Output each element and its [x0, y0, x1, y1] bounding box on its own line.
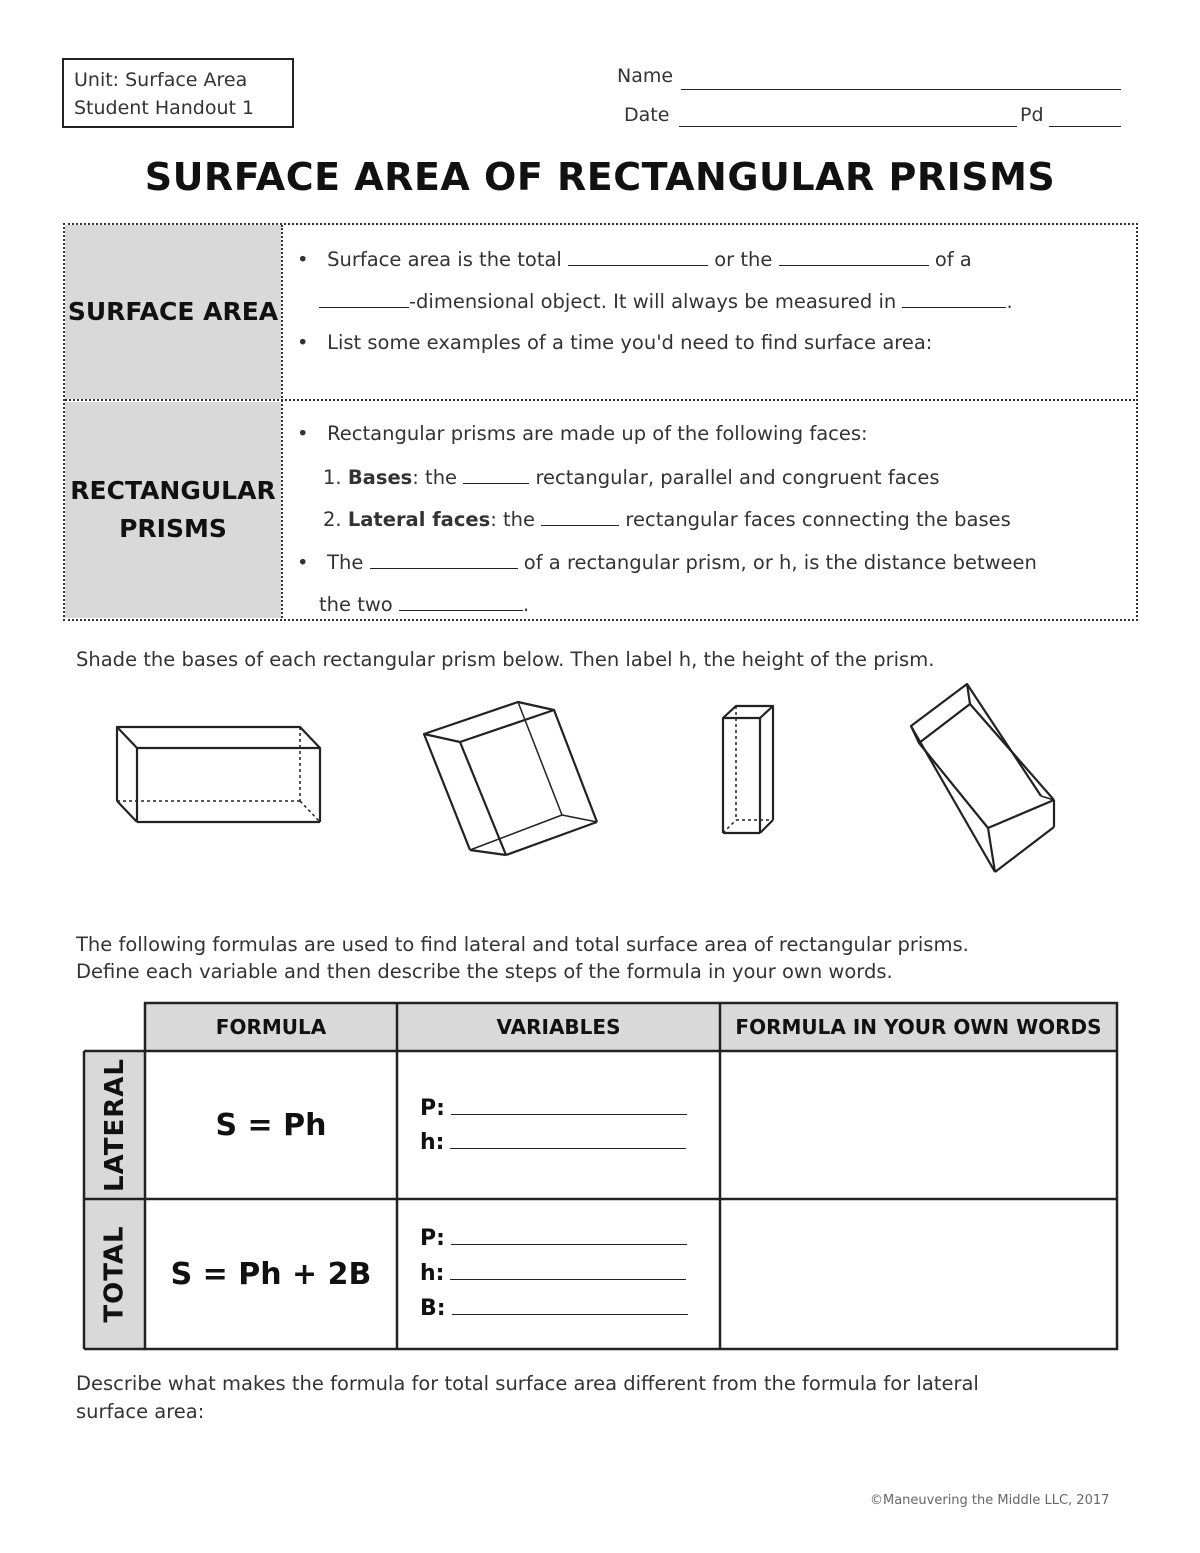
date-field[interactable]: [679, 126, 1017, 127]
blank-field[interactable]: [452, 1296, 688, 1315]
prism-3-figure: [723, 706, 773, 833]
formula-lateral: S = Ph: [215, 1107, 327, 1143]
sa-bullet-1: • Surface area is the total or the of a: [297, 248, 972, 271]
rp-item-1: 1. Bases: the rectangular, parallel and congruent faces: [323, 466, 940, 489]
prism-4-figure: [911, 684, 1054, 872]
copyright: ©Maneuvering the Middle LLC, 2017: [870, 1493, 1110, 1508]
name-label: Name: [617, 65, 674, 87]
blank-field[interactable]: [451, 1226, 687, 1245]
blank-field[interactable]: [319, 289, 409, 308]
blank-field[interactable]: [451, 1096, 687, 1115]
page-title: SURFACE AREA OF RECTANGULAR PRISMS: [144, 155, 1056, 199]
own-words-lateral[interactable]: [720, 1051, 1117, 1199]
total-var-b: B:: [420, 1296, 688, 1321]
formula-total: S = Ph + 2B: [170, 1256, 372, 1292]
sa-bullet-1-cont: -dimensional object. It will always be measured in .: [319, 289, 1013, 313]
prisms-label: RECTANGULAR PRISMS: [65, 402, 281, 618]
formula-intro-1: The following formulas are used to find lateral and total surface area of rectangular prisms.: [76, 933, 969, 956]
blank-field[interactable]: [463, 465, 529, 484]
period-label: Pd: [1020, 104, 1044, 126]
blank-field[interactable]: [399, 592, 523, 611]
lateral-var-p: P:: [420, 1096, 687, 1121]
sa-bullet-2: • List some examples of a time you'd need to find surface area:: [297, 331, 933, 354]
prism-2-figure: [424, 702, 597, 855]
blank-field[interactable]: [450, 1261, 686, 1280]
shade-instruction: Shade the bases of each rectangular prism below. Then label h, the height of the prism.: [76, 648, 935, 671]
total-var-h: h:: [420, 1261, 686, 1286]
header-formula: FORMULA: [145, 1003, 397, 1051]
describe-prompt-1: Describe what makes the formula for total surface area different from the formula for lateral: [76, 1372, 979, 1395]
blank-field[interactable]: [902, 289, 1006, 308]
own-words-total[interactable]: [720, 1199, 1117, 1349]
unit-box: [62, 58, 294, 128]
blank-field[interactable]: [568, 247, 708, 266]
rp-item-2: 2. Lateral faces: the rectangular faces connecting the bases: [323, 508, 1011, 531]
prism-figures: [0, 670, 1200, 890]
header-own-words: FORMULA IN YOUR OWN WORDS: [720, 1003, 1117, 1051]
row-label-total: TOTAL: [84, 1199, 145, 1349]
blank-field[interactable]: [779, 247, 929, 266]
total-var-p: P:: [420, 1226, 687, 1251]
row-label-lateral: LATERAL: [84, 1051, 145, 1199]
unit-label: Unit: Surface Area: [74, 69, 248, 91]
rp-bullet-2-cont: the two .: [319, 593, 530, 616]
period-field[interactable]: [1049, 126, 1121, 127]
blank-field[interactable]: [370, 550, 518, 569]
blank-field[interactable]: [541, 507, 619, 526]
lateral-var-h: h:: [420, 1130, 686, 1155]
blank-field[interactable]: [450, 1130, 686, 1149]
surface-area-label: SURFACE AREA: [65, 225, 281, 399]
name-field[interactable]: [681, 89, 1121, 90]
rp-bullet-1: • Rectangular prisms are made up of the following faces:: [297, 422, 868, 445]
handout-label: Student Handout 1: [74, 97, 255, 119]
date-label: Date: [624, 104, 670, 126]
rp-bullet-2: • The of a rectangular prism, or h, is the distance between: [297, 551, 1037, 574]
notes-box: [63, 223, 1138, 621]
header-variables: VARIABLES: [397, 1003, 720, 1051]
formula-intro-2: Define each variable and then describe the steps of the formula in your own words.: [76, 960, 893, 983]
prism-1-figure: [117, 727, 320, 822]
describe-prompt-2: surface area:: [76, 1400, 205, 1423]
